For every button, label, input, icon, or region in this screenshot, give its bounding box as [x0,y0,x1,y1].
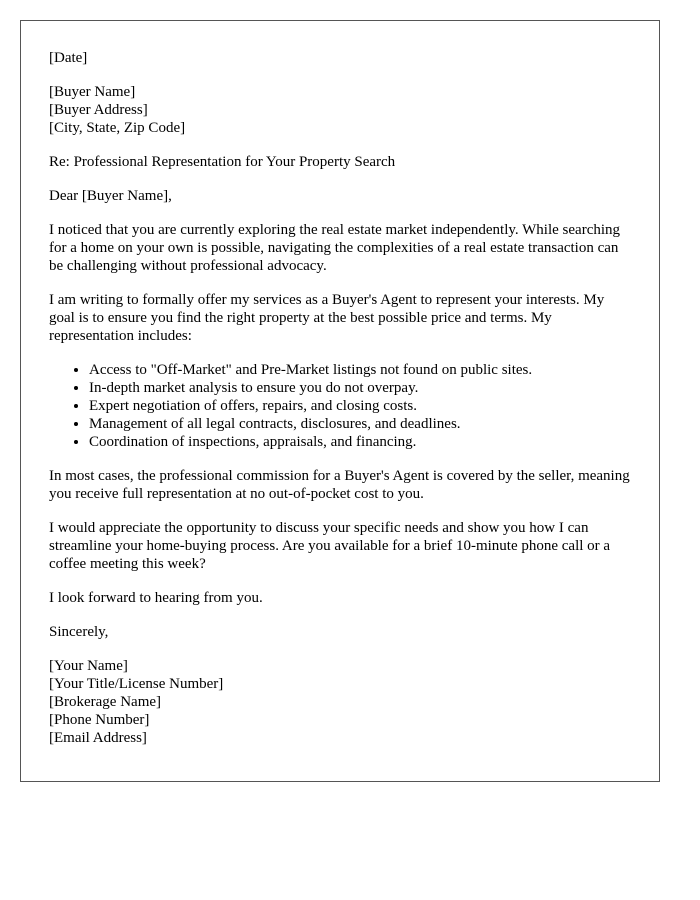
signature-block [49,657,631,747]
body-paragraph-2: I am writing to formally offer my services as a Buyer's Agent to represent your interests. My goal is to ensure you find the right property at the best possible price and terms. My representation includes: [49,292,605,344]
list-item: • Access to "Off-Market" and Pre-Market listings not found on public sites. [89,361,631,379]
body-paragraph-4: I would appreciate the opportunity to discuss your specific needs and show you how I can streamline your home-buying process. Are you available for a brief 10-minute phone call or a coffee meeting this week? [49,520,611,572]
list-item: • Coordination of inspections, appraisals, and financing. [89,433,631,451]
recipient-name: [Buyer Name] [49,84,136,100]
benefits-list [49,361,631,451]
signature-email: [Email Address] [49,730,147,746]
letter-page [20,20,660,782]
letter-subject: Re: Professional Representation for Your Property Search [49,154,396,170]
signature-title: [Your Title/License Number] [49,676,224,692]
letter-date: [Date] [49,50,88,66]
signature-brokerage: [Brokerage Name] [49,694,162,710]
letter-closing: Sincerely, [49,624,109,640]
body-paragraph-1: I noticed that you are currently exploring the real estate market independently. While searching for a home on your own is possible, navigating the complexities of a real estate transaction can be challenging without professional advocacy. [49,222,621,274]
letter-salutation: Dear [Buyer Name], [49,188,172,204]
body-paragraph-3: In most cases, the professional commission for a Buyer's Agent is covered by the seller, meaning you receive full representation at no out-of-pocket cost to you. [49,468,630,502]
signature-phone: [Phone Number] [49,712,150,728]
list-item: • In-depth market analysis to ensure you do not overpay. [89,379,631,397]
signature-name: [Your Name] [49,658,128,674]
list-item: • Management of all legal contracts, disclosures, and deadlines. [89,415,631,433]
recipient-city-state-zip: [City, State, Zip Code] [49,120,186,136]
list-item: • Expert negotiation of offers, repairs, and closing costs. [89,397,631,415]
recipient-block [49,83,631,137]
body-paragraph-5: I look forward to hearing from you. [49,590,263,606]
recipient-address: [Buyer Address] [49,102,148,118]
